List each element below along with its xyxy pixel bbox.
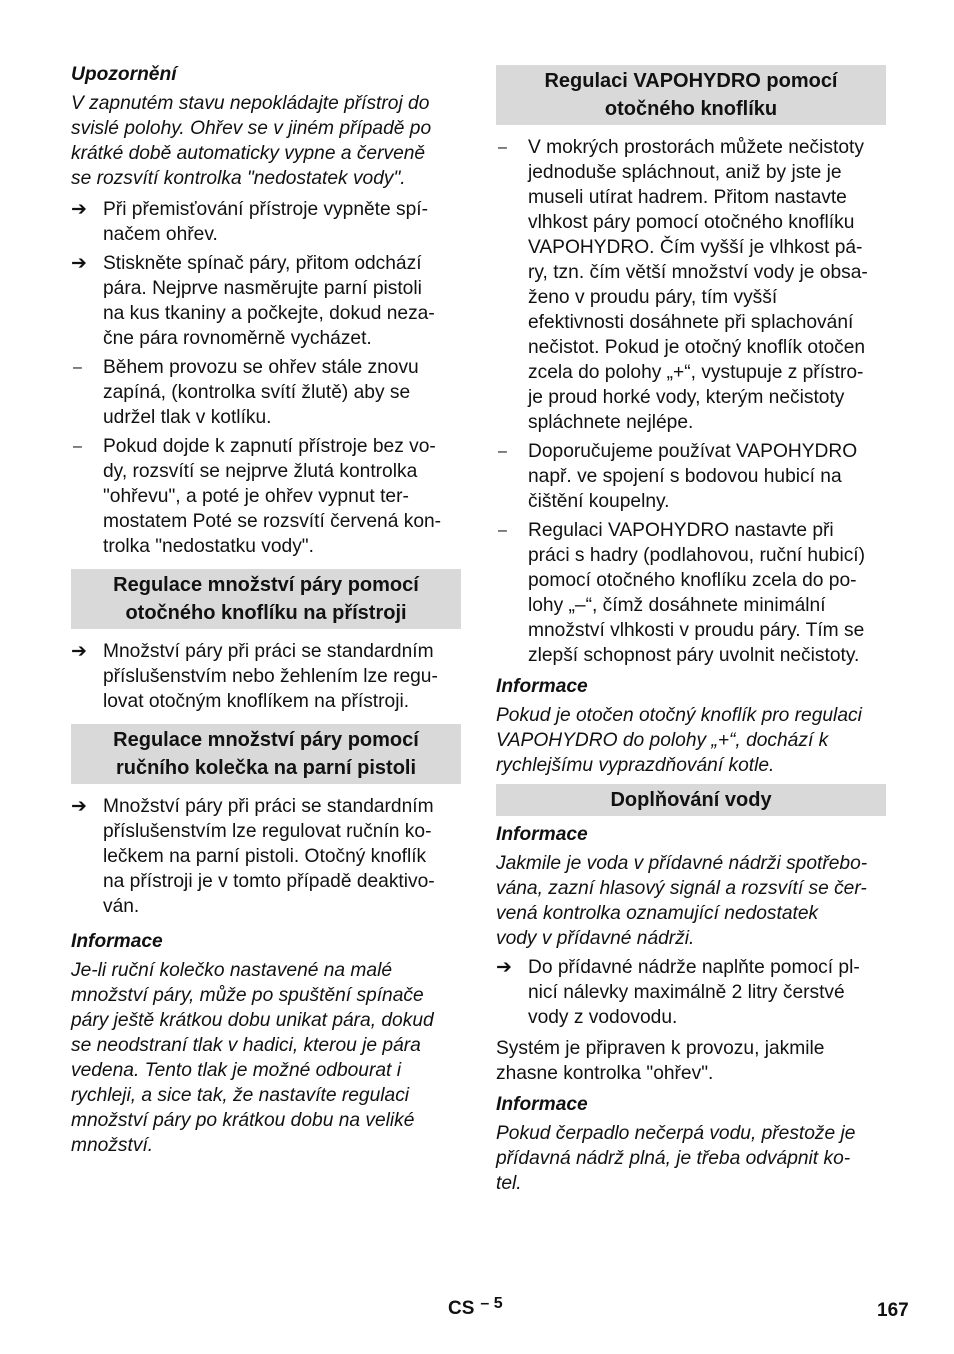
arrow-icon: ➔ <box>71 199 87 220</box>
info-heading: Informace <box>496 676 588 697</box>
list-item <box>71 434 461 559</box>
item-list <box>71 639 461 714</box>
list-item <box>71 794 461 919</box>
info-text: Jakmile je voda v přídavné nádrži spotřebo- vána, zazní hlasový signál a rozsvítí se čer- vená kontrolka oznamující nedostatek vody v přídavné nádrži. <box>496 853 868 949</box>
section-page: – 5 <box>480 1295 503 1312</box>
section-code: CS <box>448 1298 475 1319</box>
arrow-icon: ➔ <box>496 957 512 978</box>
info-text: Je-li ruční kolečko nastavené na malé množství páry, může po spuštění spínače páry ještě krátkou dobu unikat pára, dokud se neodstraní tlak v hadici, kterou je pára vedena. Tento tlak je možné odbourat i rychleji, a sice tak, že nastavíte regulaci množství páry po krátkou dobu na veliké množství. <box>71 960 434 1156</box>
section-heading: Regulace množství páry pomocí otočného knoflíku na přístroji <box>71 569 461 629</box>
dash-bullet: – <box>498 139 507 156</box>
list-item <box>496 518 886 668</box>
list-item-text: Během provozu se ohřev stále znovu zapíná, (kontrolka svítí žlutě) aby se udržel tlak v kotlíku. <box>103 357 419 428</box>
dash-bullet: – <box>498 443 507 460</box>
list-item-text: Regulaci VAPOHYDRO nastavte při práci s hadry (podlahovou, ruční hubicí) pomocí otočného knoflíku zcela do po- lohy „–“, čímž dosáhnete minimální množství vlhkosti v proudu páry. Tím se zlepší schopnost páry uvolnit nečistoty. <box>528 520 866 666</box>
arrow-icon: ➔ <box>71 796 87 817</box>
arrow-icon: ➔ <box>71 253 87 274</box>
list-item-text: Stiskněte spínač páry, přitom odchází pára. Nejprve nasměrujte parní pistoli na kus tkaniny a počkejte, dokud neza- čne pára rovnoměrně vycházet. <box>103 253 435 349</box>
list-item-text: V mokrých prostorách můžete nečistoty jednoduše spláchnout, aniž by jste je museli utírat hadrem. Přitom nastavte vlhkost páry pomocí otočného knoflíku VAPOHYDRO. Čím vyšší je vlhkost pá- ry, tzn. čím větší množství vody je obsa- ženo v proudu páry, tím vyšší efektivnosti dosáhnete při splachování nečistot. Pokud je otočný knoflík otočen zcela do polohy „+“, vystupuje z přístro- je proud horké vody, kterým nečistoty spláchnete nejlépe. <box>528 137 868 433</box>
list-item-text: Množství páry při práci se standardním příslušenstvím lze regulovat ručnín ko- lečkem na parní pistoli. Otočný knoflík na přístroji je v tomto případě deaktivo- ván. <box>103 796 435 917</box>
dash-bullet: – <box>73 438 82 455</box>
arrow-icon: ➔ <box>71 641 87 662</box>
footer-section <box>448 1296 503 1322</box>
paragraph: Systém je připraven k provozu, jakmile zhasne kontrolka "ohřev". <box>496 1038 825 1084</box>
info-text: Pokud čerpadlo nečerpá vodu, přestože je přídavná nádrž plná, je třeba odvápnit ko- tel. <box>496 1123 856 1194</box>
list-item <box>496 439 886 514</box>
list-item-text: Doporučujeme používat VAPOHYDRO např. ve spojení s bodovou hubicí na čištění koupelny. <box>528 441 858 512</box>
page-number: 167 <box>877 1300 909 1321</box>
section-heading: Doplňování vody <box>496 784 886 816</box>
list-item <box>496 135 886 435</box>
section-heading: Regulaci VAPOHYDRO pomocí otočného knoflíku <box>496 65 886 125</box>
list-item-text: Množství páry při práci se standardním příslušenstvím nebo žehlením lze regu- lovat otočným knoflíkem na přístroji. <box>103 641 438 712</box>
right-column <box>496 65 886 1196</box>
info-heading: Informace <box>496 1094 588 1115</box>
info-heading: Informace <box>71 931 163 952</box>
warning-text: V zapnutém stavu nepokládajte přístroj do svislé polohy. Ohřev se v jiném případě po krátké době automaticky vypne a červeně se rozsvítí kontrolka "nedostatek vody". <box>71 93 432 189</box>
dash-bullet: – <box>73 359 82 376</box>
list-item-text: Pokud dojde k zapnutí přístroje bez vo- dy, rozsvítí se nejprve žlutá kontrolka "ohřevu", a poté je ohřev vypnut ter- mostatem Poté se rozsvítí červená kon- trolka "nedostatku vody". <box>103 436 442 557</box>
list-item <box>71 197 461 247</box>
list-item <box>71 639 461 714</box>
dash-bullet: – <box>498 522 507 539</box>
item-list <box>496 135 886 668</box>
list-item <box>71 251 461 351</box>
info-text: Pokud je otočen otočný knoflík pro regulaci VAPOHYDRO do polohy „+“, dochází k rychlejšímu vyprazdňování kotle. <box>496 705 862 776</box>
list-item-text: Do přídavné nádrže naplňte pomocí pl- nicí nálevky maximálně 2 litry čerstvé vody z vodovodu. <box>528 957 860 1028</box>
info-heading: Informace <box>496 824 588 845</box>
list-item <box>496 955 886 1030</box>
item-list <box>71 794 461 919</box>
item-list <box>71 197 461 559</box>
warning-heading: Upozornění <box>71 64 177 85</box>
item-list <box>496 955 886 1030</box>
list-item-text: Při přemisťování přístroje vypněte spí- načem ohřev. <box>103 199 428 245</box>
section-heading: Regulace množství páry pomocí ručního kolečka na parní pistoli <box>71 724 461 784</box>
left-column <box>71 62 461 1158</box>
list-item <box>71 355 461 430</box>
